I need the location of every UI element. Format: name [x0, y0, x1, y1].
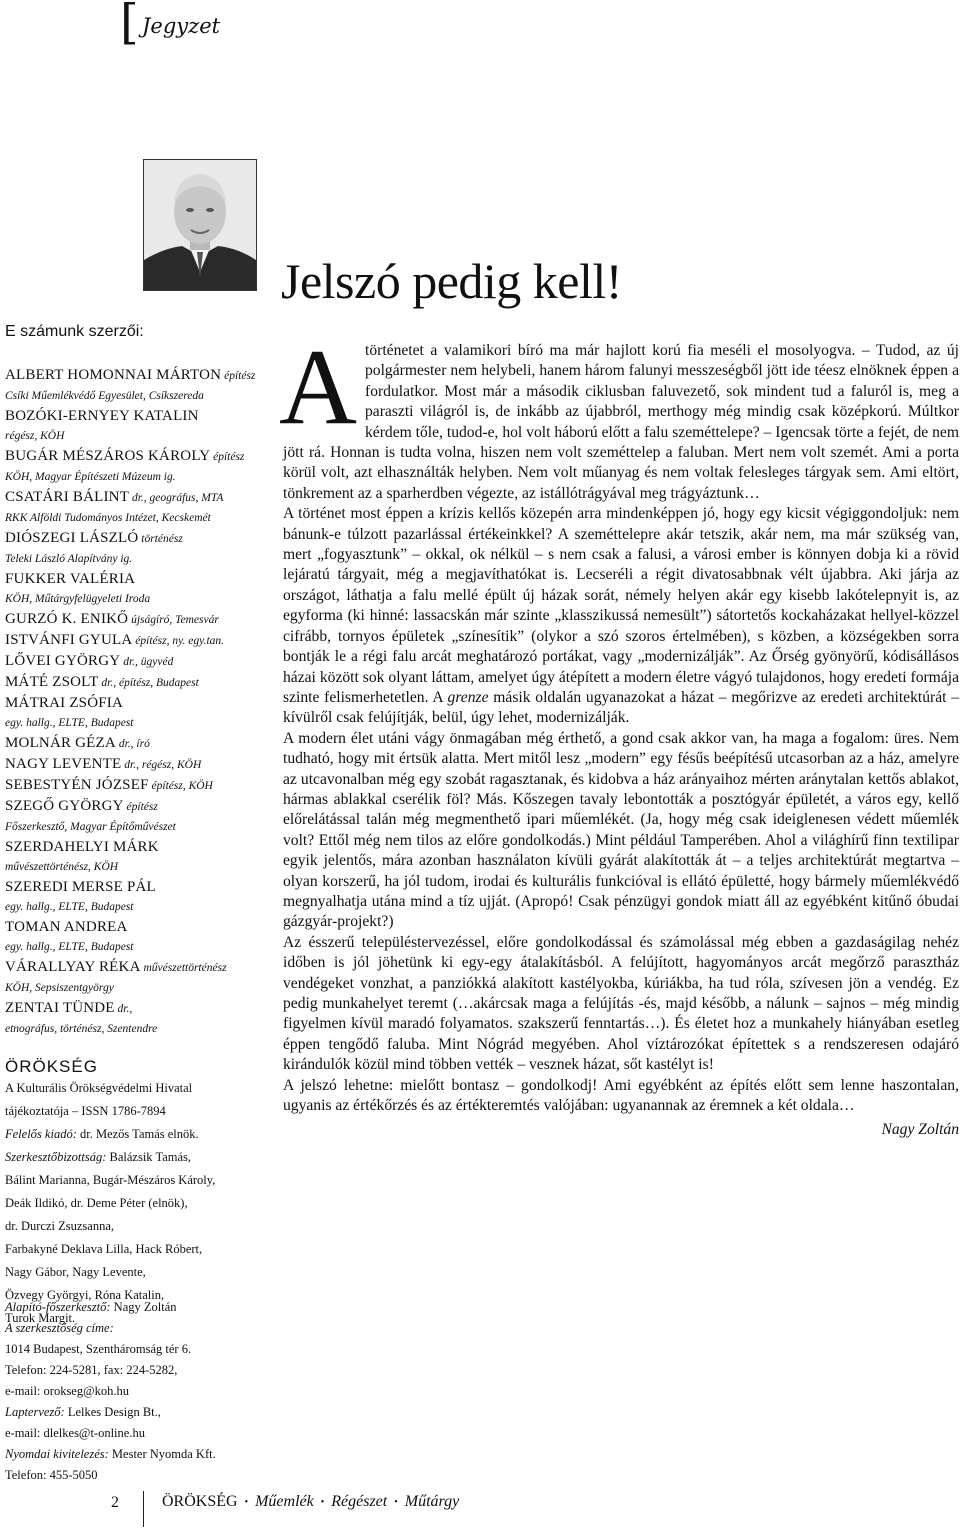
author-role: építész, KÖH [151, 780, 213, 792]
header-bracket: [ [120, 0, 139, 50]
drop-cap: A [279, 328, 357, 447]
colophon-line: Felelős kiadó: dr. Mezős Tamás elnök. [5, 1127, 199, 1141]
author-role: történész [141, 533, 183, 545]
author-affiliation [5, 897, 263, 917]
article-paragraph: Az ésszerű településtervezéssel, előre gondolkodással és számolással még ebben a gazdaságilag nehéz időben is jól jöhetünk ki egy-egy átalakításból. A felújított, hagyományos arcát megőrző parasztház vendégeket vonzhat, a panziókká alakított kastélyokba, kúriákba, ha tud róla, szívesen jön a vendég. Ez pedig munkahelyet teremt (…akárcsak maga a felújítás -és, majd később, a nálunk – sajnos – még mindig figyelmen kívül maradó folyamatos. szakszerű fenntartás…). És életet hoz a munkahely hiányában esetleg éppen tengődő faluba. Mint Nógrád megyében. Ahol víztározókat építettek s a rendszeresen odajáró kirándulók közül mind többen vették – vesznek házat, sőt kastélyt is! [283, 933, 959, 1074]
info-line: e-mail: dlelkes@t-online.hu [5, 1426, 145, 1440]
author-affiliation [5, 549, 263, 569]
author-role: régész, KÖH [5, 430, 65, 442]
author-role: művészettörténész, KÖH [5, 861, 119, 873]
author-name: ALBERT HOMONNAI MÁRTON [5, 367, 222, 383]
author-affiliation [5, 1019, 263, 1039]
author-affiliation [5, 386, 263, 406]
colophon-line: Bálint Marianna, Bugár-Mészáros Károly, [5, 1173, 216, 1187]
author-entry [5, 630, 263, 651]
author-affiliation [5, 713, 263, 733]
author-affiliation [5, 937, 263, 957]
author-entry [5, 569, 263, 589]
author-entry [5, 796, 263, 817]
colophon-line: dr. Durczi Zsuzsanna, [5, 1219, 114, 1233]
magazine-name: ÖRÖKSÉG [162, 1493, 238, 1510]
author-affiliation [5, 426, 263, 446]
author-role: KÖH, Műtárgyfelügyeleti Iroda [5, 593, 151, 605]
author-list [5, 365, 263, 1039]
portrait-image [144, 160, 256, 290]
author-role: egy. hallg., ELTE, Budapest [5, 717, 134, 729]
author-affiliation [5, 508, 263, 528]
sidebar [5, 323, 263, 1330]
author-name: BOZÓKI-ERNYEY KATALIN [5, 408, 199, 424]
author-entry [5, 957, 263, 978]
author-role: dr., [117, 1003, 133, 1015]
author-affiliation [5, 857, 263, 877]
author-name: SZEGŐ GYÖRGY [5, 798, 124, 814]
bullet-icon: • [320, 1496, 325, 1508]
author-role: művészettörténész [143, 962, 227, 974]
author-affiliation [5, 467, 263, 487]
info-line: e-mail: orokseg@koh.hu [5, 1384, 129, 1398]
colophon-line: Farbakyné Deklava Lilla, Hack Róbert, [5, 1242, 203, 1256]
author-role: etnográfus, történész, Szentendre [5, 1023, 158, 1035]
footer-section: Műtárgy [404, 1493, 460, 1510]
author-name: MÁTÉ ZSOLT [5, 674, 99, 690]
author-role: dr., régész, KÖH [124, 759, 202, 771]
colophon-line: Szerkesztőbizottság: Balázsik Tamás, [5, 1150, 192, 1164]
author-name: MOLNÁR GÉZA [5, 735, 116, 751]
colophon-line: tájékoztatója – ISSN 1786-7894 [5, 1104, 166, 1118]
author-name: TOMAN ANDREA [5, 919, 128, 935]
author-entry [5, 609, 263, 630]
author-name: BUGÁR MÉSZÁROS KÁROLY [5, 448, 211, 464]
author-entry [5, 528, 263, 549]
info-line: Nyomdai kivitelezés: Mester Nyomda Kft. [5, 1447, 216, 1461]
info-line: A szerkesztőség címe: [5, 1321, 114, 1335]
colophon-line: Deák Ildikó, dr. Deme Péter (elnök), [5, 1196, 188, 1210]
article-body [279, 328, 959, 1141]
author-role: dr., író [118, 738, 150, 750]
author-entry [5, 365, 263, 386]
footer-section: Régészet [331, 1493, 388, 1510]
info-line: Alapító-főszerkesztő: Nagy Zoltán [5, 1300, 177, 1314]
colophon-line: Özvegy Györgyi, Róna Katalin, [5, 1288, 165, 1302]
article-paragraph: A modern élet utáni vágy önmagában még érthető, a gond csak akkor van, ha maga a fogalom: üres. Nem tudható, hogy mit értsük alatta. Mert mitől lesz „modern” egy fésűs beépítésű utcasorban az a ház, amelyre az utcavonalban még egy szobát ragasztanak, és kidobva a ház arányaihoz mérten aránytalan kettős ablakot, hármas ablakkal cserélik föl? Más. Kőszegen tavaly lebontották a posztógyár épületét, a város egy, kellő előrelátással talán még megmenthető ipari műemlékét. (Ja, hogy még csak ideiglenesen védett műemlék volt? Ettől még nem tilos az előre gondolkodás.) Mint például Tamperében. Ahol a világhírű finn textilipar egyik jelentős, mára azonban használaton kívüli gyárát alakították át – a teljes architektúrát megtartva – olyan korszerű, ha jól tudom, irodai és kulturális funkcióval is ellátó épületté, hogy bármely műemlékvédő megnyalhatja utána mind a tíz ujját. (Apropó! Csak pénzügyi gondok miatt áll az egyébként kitűnő óbudai gázgyár-projekt?) [283, 729, 959, 931]
author-entry [5, 775, 263, 796]
author-affiliation [5, 817, 263, 837]
author-entry [5, 446, 263, 467]
colophon-line: A Kulturális Örökségvédelmi Hivatal [5, 1081, 193, 1095]
author-role: Főszerkesztő, Magyar Építőművészet [5, 821, 176, 833]
author-role: egy. hallg., ELTE, Budapest [5, 901, 134, 913]
author-name: ISTVÁNFI GYULA [5, 632, 133, 648]
author-signature: Nagy Zoltán [881, 1121, 959, 1139]
author-role: újságíró, Temesvár [131, 614, 219, 626]
author-role: RKK Alföldi Tudományos Intézet, Kecskemét [5, 512, 211, 524]
author-affiliation [5, 589, 263, 609]
author-name: SZEREDI MERSE PÁL [5, 879, 156, 895]
article-paragraph: A történet most éppen a krízis kellős közepén arra mindenképpen jó, hogy egy kicsit végiggondoljuk: nem bánunk-e túlzott pazarlással értékeinkkel? A szeméttelepre akár tetszik, akár nem, ma már szükség van, mert „fogyasztunk” – okkal, ok nélkül – s nem csak a falusi, a városi ember is könnyen dobja ki a rövid lejáratú tárgyait, még a megjavíthatókat is. Lecseréli a régit divatosabbnak vélt újabbra. Aki járja az országot, láthatja a falu mellé épült új házak sorát, némely helyen akár egy kisebb lakótelepnyit is, az egyforma (ki hinné: lassacskán már szinte „klasszikussá nemesült”) sátortetős kockaházakat hellyel-közzel cifrább, tornyos épületek „színesítik” (olykor a szó szoros értelmében), s közben, a községekben sorra bontják le a régi falu arcát meghatározó portákat, vagy „modernizálják”. Az Őrség gyönyörű, kódisállásos házai között sok olyant láttam, amelyet úgy átépített a modern életre vágyó tulajdonos, hogy eredeti formája szinte felismerhetetlen. A grenze másik oldalán ugyanazokat a házat – megőrizve az eredeti architektúrát – kívülről csak felújítják, belül, úgy lehet, modernizálják. [283, 505, 959, 727]
bullet-icon: • [244, 1496, 249, 1508]
author-photo [143, 159, 257, 291]
author-name: SEBESTYÉN JÓZSEF [5, 777, 149, 793]
info-line: Laptervező: Lelkes Design Bt., [5, 1405, 161, 1419]
author-role: Csíki Műemlékvédő Egyesület, Csíkszereda [5, 390, 204, 402]
publisher-info [5, 1297, 260, 1486]
author-role: Teleki László Alapítvány ig. [5, 553, 133, 565]
publication-name: ÖRÖKSÉG [5, 1057, 98, 1076]
colophon-line: Nagy Gábor, Nagy Levente, [5, 1265, 146, 1279]
author-name: LŐVEI GYÖRGY [5, 653, 121, 669]
author-entry [5, 406, 263, 426]
author-role: dr., ügyvéd [123, 656, 174, 668]
author-entry [5, 487, 263, 508]
author-entry [5, 917, 263, 937]
author-name: GURZÓ K. ENIKŐ [5, 611, 129, 627]
colophon-line: Turok Margit. [5, 1311, 76, 1325]
footer-divider [143, 1491, 144, 1527]
page-number: 2 [111, 1494, 119, 1511]
author-role: KÖH, Sepsiszentgyörgy [5, 982, 114, 994]
author-entry [5, 837, 263, 857]
footer-magazine [162, 1493, 459, 1511]
author-name: CSATÁRI BÁLINT [5, 489, 130, 505]
author-name: SZERDAHELYI MÁRK [5, 839, 159, 855]
author-entry [5, 998, 263, 1019]
info-line: Telefon: 455-5050 [5, 1468, 98, 1482]
author-role: építész, ny. egy.tan. [135, 635, 225, 647]
author-entry [5, 733, 263, 754]
info-line: 1014 Budapest, Szentháromság tér 6. [5, 1342, 192, 1356]
author-role: építész [213, 451, 245, 463]
author-entry [5, 672, 263, 693]
sidebar-title: E számunk szerzői: [5, 323, 144, 340]
article-paragraph: A jelszó lehetne: mielőtt bontasz – gondolkodj! Ami egyébként az építés előtt sem lenne haszontalan, ugyanis az értékőrzés és az értékteremtés valójában: ugyanannak az éremnek a két oldala… [283, 1076, 959, 1115]
author-name: NAGY LEVENTE [5, 756, 122, 772]
author-role: dr., építész, Budapest [101, 677, 199, 689]
article-title: Jelszó pedig kell! [281, 253, 622, 309]
author-role: építész [224, 370, 256, 382]
author-role: KÖH, Magyar Építészeti Múzeum ig. [5, 471, 176, 483]
author-role: egy. hallg., ELTE, Budapest [5, 941, 134, 953]
colophon [5, 1077, 263, 1330]
author-name: ZENTAI TÜNDE [5, 1000, 115, 1016]
header-label: Jegyzet [142, 14, 221, 38]
author-name: MÁTRAI ZSÓFIA [5, 695, 124, 711]
footer-section: Műemlék [255, 1493, 314, 1510]
author-entry [5, 651, 263, 672]
author-name: DIÓSZEGI LÁSZLÓ [5, 530, 139, 546]
author-role: építész [126, 801, 158, 813]
author-entry [5, 877, 263, 897]
bullet-icon: • [394, 1496, 398, 1508]
author-role: dr., geográfus, MTA [131, 492, 224, 504]
author-name: FUKKER VALÉRIA [5, 571, 136, 587]
info-line: Telefon: 224-5281, fax: 224-5282, [5, 1363, 178, 1377]
article-paragraph: A történetet a valamikori bíró ma már hajlott korú fia meséli el mosolyogva. – Tudod, az új polgármester nem helybeli, hanem három falunyi messzeségből jött ide téesz elnöknek éppen a fordulatkor. Most már a második ciklusban faluvezető, sok mindent tud a faluról is, meg a paraszti világról is, de inkább az újabbról, merthogy még mindig csak középkorú. Múltkor kérdem tőle, tudod-e, hol volt háború előtt a falu szeméttelepe? – Igencsak törte a fejét, de nem jött rá. Honnan is tudta volna, hiszen nem volt szeméttelep a faluban. Mert nem volt szemét. Ami a porta körül volt, azt elhasználták helyben. Nem volt műanyag és nem voltak felesleges tárgyak sem. Ami eltört, tönkrement az a sparherdben végezte, az istállótrágyával meg trágyáztunk… [279, 328, 959, 502]
author-affiliation [5, 978, 263, 998]
author-entry [5, 754, 263, 775]
author-name: VÁRALLYAY RÉKA [5, 959, 141, 975]
author-entry [5, 693, 263, 713]
